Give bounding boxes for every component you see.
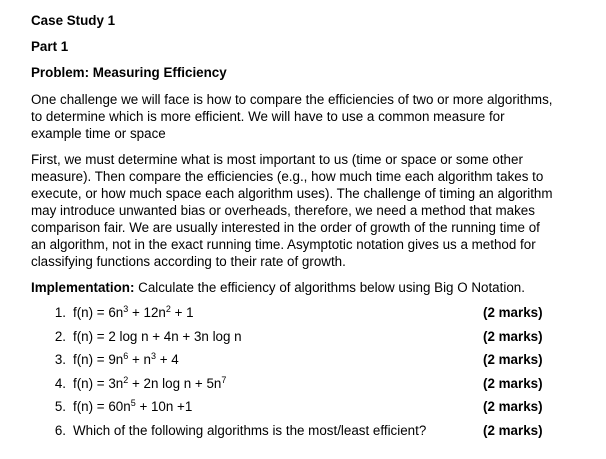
question-item [0, 375, 606, 395]
question-number: 5. [54, 399, 66, 414]
question-item [0, 304, 606, 324]
question-item [0, 422, 606, 442]
paragraph-line: classifying functions according to their rate of growth. [31, 254, 346, 269]
question-number: 4. [54, 375, 66, 391]
question-text: f(n) = 2 log n + 4n + 3n log n [73, 328, 242, 344]
question-text: $f(n) = 6n^3 + 12n^2 + 1$ [73, 304, 194, 320]
question-item [0, 398, 606, 418]
paragraph-line: example time or space [31, 126, 166, 141]
implementation-text: Calculate the efficiency of algorithms below using Big O Notation. [134, 280, 525, 295]
question-item [0, 351, 606, 371]
paragraph-line: One challenge we will face is how to compare the efficiencies of two or more algorithms, [31, 92, 553, 107]
paragraph-line: an algorithm, not in the exact running time. Asymptotic notation gives us a method for [31, 237, 536, 252]
implementation-label: Implementation: [31, 280, 135, 295]
question-number: 3. [54, 352, 66, 367]
question-marks: (2 marks) [483, 305, 543, 320]
question-marks: (2 marks) [483, 375, 543, 391]
question-marks: (2 marks) [483, 399, 543, 414]
paragraph-line: measure). Then compare the efficiencies (e.g., how much time each algorithm takes to [31, 169, 544, 184]
question-number: 6. [54, 422, 66, 438]
paragraph-line: comparison fair. We are usually interested in the order of growth of the running time of [31, 220, 540, 235]
question-text: Which of the following algorithms is the most/least efficient? [73, 422, 427, 438]
question-item [0, 328, 606, 348]
question-text: $f(n) = 60n^5 + 10n +1$ [73, 398, 193, 414]
part-heading: Part 1 [31, 39, 69, 54]
problem-heading: Problem: Measuring Efficiency [31, 65, 227, 80]
paragraph-line: execute, or how much space each algorithm uses). The challenge of timing an algorithm [31, 186, 553, 201]
paragraph-line: to determine which is more efficient. We will have to use a common measure for [31, 109, 505, 124]
question-number: 2. [54, 328, 66, 344]
implementation-line [31, 279, 525, 296]
intro-paragraph [31, 91, 583, 142]
question-marks: (2 marks) [483, 328, 543, 344]
question-number: 1. [54, 305, 66, 320]
question-marks: (2 marks) [483, 422, 543, 438]
question-marks: (2 marks) [483, 352, 543, 367]
paragraph-line: First, we must determine what is most important to us (time or space or some other [31, 152, 523, 167]
body-paragraph [31, 151, 583, 270]
case-study-heading: Case Study 1 [31, 13, 116, 28]
paragraph-line: may introduce unwanted bias or overheads, therefore, we need a method that makes [31, 203, 535, 218]
question-text: $f(n) = 9n^6 + n^3 + 4$ [73, 351, 179, 367]
question-text: $f(n) = 3n^2 + 2n$ $\log n + 5n^7$ [73, 374, 227, 391]
